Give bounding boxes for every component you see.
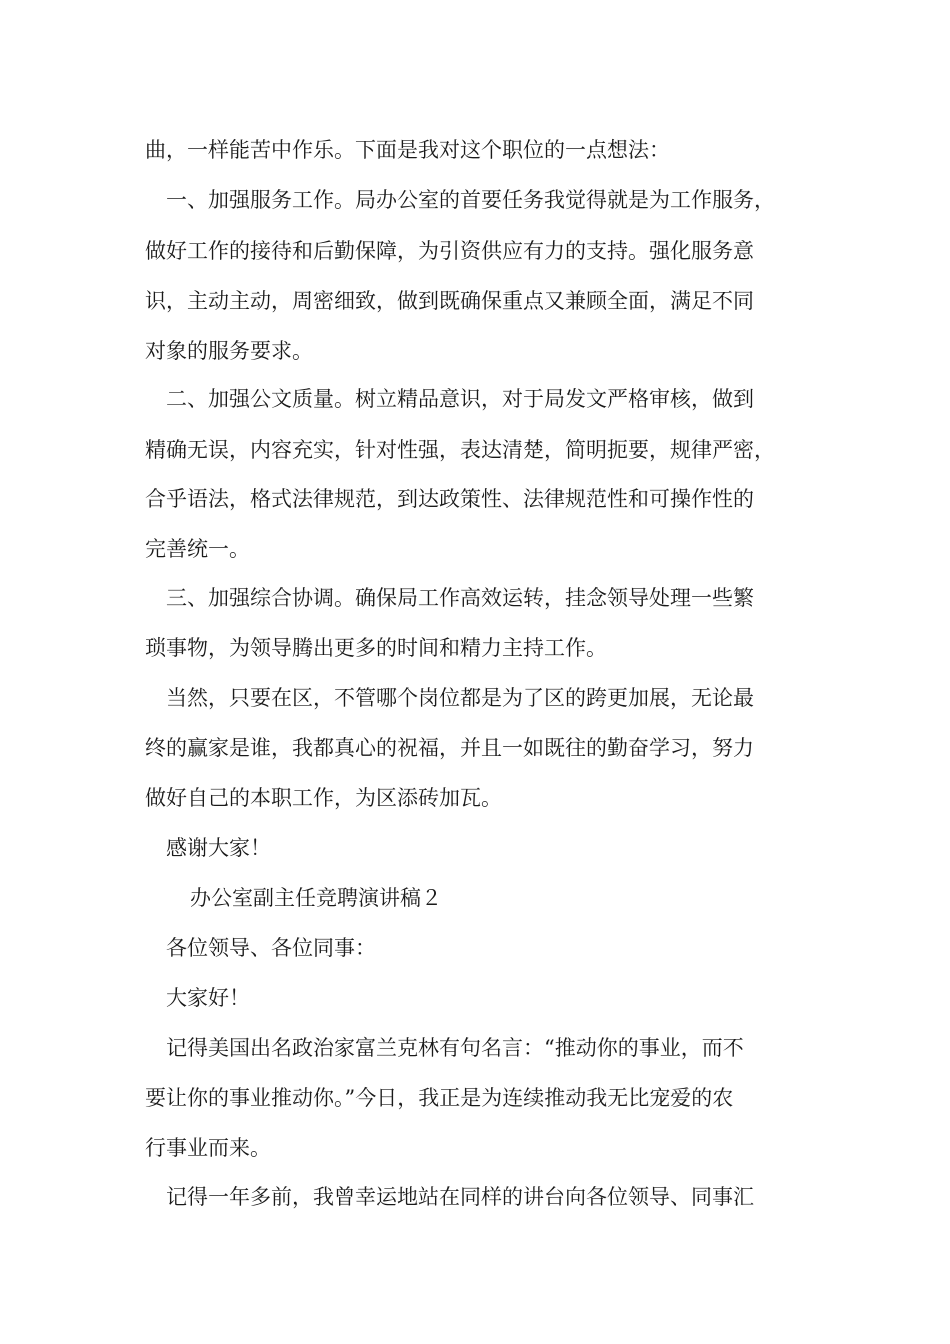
text-line: 记得一年多前，我曾幸运地站在同样的讲台向各位领导、同事汇: [166, 1185, 754, 1209]
text-line: 完善统一。: [145, 537, 250, 561]
text-line: 精确无误，内容充实，针对性强，表达清楚，简明扼要，规律严密，: [145, 438, 775, 462]
text-line: 一、加强服务工作。局办公室的首要任务我觉得就是为工作服务，: [166, 188, 775, 212]
text-line: 识，主动主动，周密细致，做到既确保重点又兼顾全面，满足不同: [145, 289, 754, 313]
text-line: 二、加强公文质量。树立精品意识，对于局发文严格审核，做到: [166, 387, 754, 411]
text-line: 做好工作的接待和后勤保障，为引资供应有力的支持。强化服务意: [145, 239, 754, 263]
text-line: 行事业而来。: [145, 1136, 271, 1160]
text-line: 曲，一样能苦中作乐。下面是我对这个职位的一点想法：: [145, 138, 670, 162]
text-line: 终的赢家是谁，我都真心的祝福，并且一如既往的勤奋学习，努力: [145, 736, 754, 760]
text-line: 三、加强综合协调。确保局工作高效运转，挂念领导处理一些繁: [166, 586, 754, 610]
text-line: 当然，只要在区，不管哪个岗位都是为了区的跨更加展，无论最: [166, 686, 754, 710]
text-line: 合乎语法，格式法律规范，到达政策性、法律规范性和可操作性的: [145, 487, 754, 511]
section-heading: 办公室副主任竞聘演讲稿２: [190, 886, 442, 910]
text-line: 对象的服务要求。: [145, 339, 313, 363]
text-line: 要让你的事业推动你。”今日，我正是为连续推动我无比宠爱的农: [145, 1086, 734, 1110]
greeting: 大家好！: [166, 986, 250, 1010]
text-line: 琐事物，为领导腾出更多的时间和精力主持工作。: [145, 636, 607, 660]
text-line: 记得美国出名政治家富兰克林有句名言：“推动你的事业，而不: [166, 1036, 744, 1060]
text-line: 感谢大家！: [166, 836, 271, 860]
text-line: 做好自己的本职工作，为区添砖加瓦。: [145, 786, 502, 810]
salutation: 各位领导、各位同事：: [166, 936, 376, 960]
